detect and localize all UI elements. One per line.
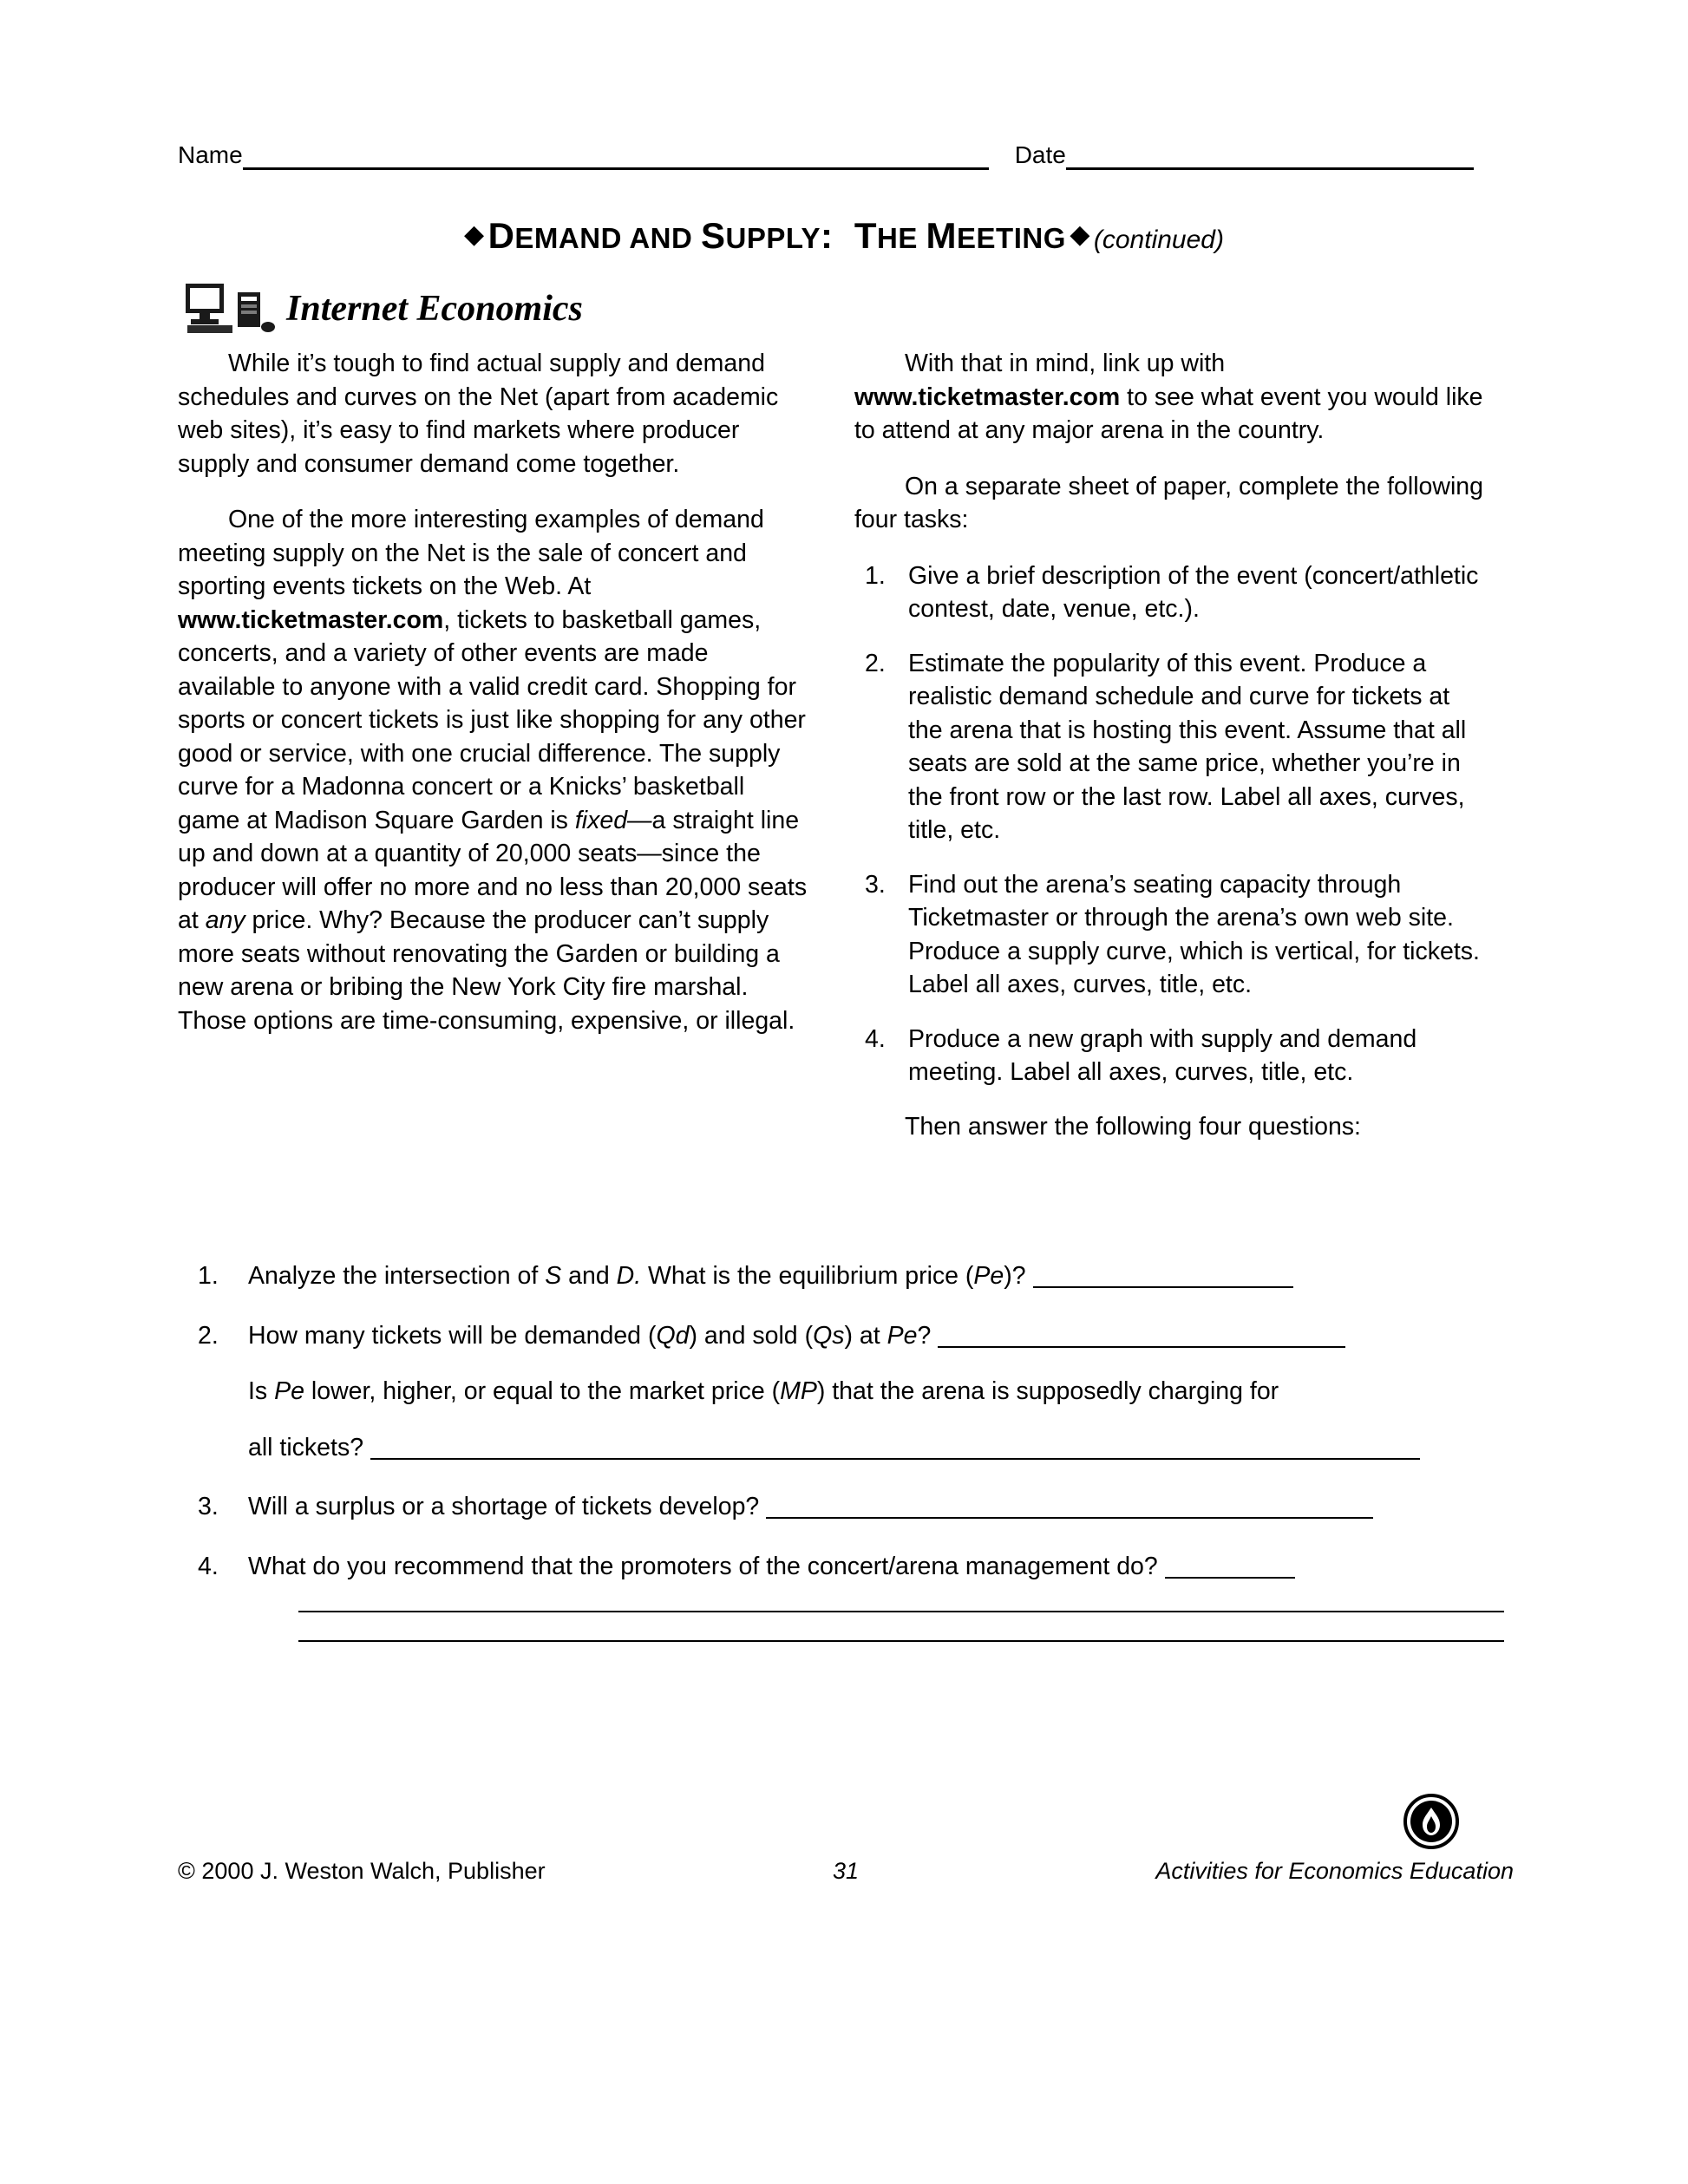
then-answer-text: Then answer the following four questions:	[905, 1112, 1361, 1141]
right-paragraph-1	[854, 347, 1488, 448]
date-label: Date	[1014, 141, 1066, 168]
rich-text: With that in mind, link up with www.ticketmaster.com to see what event you would like to attend at any major arena in the country.	[854, 350, 1483, 444]
answer-line-2b[interactable]	[370, 1437, 1420, 1460]
answer-line-3[interactable]	[766, 1496, 1373, 1519]
question-number: 2.	[198, 1321, 219, 1350]
question-3	[198, 1490, 1490, 1524]
task-item	[854, 647, 1488, 847]
question-4	[198, 1550, 1490, 1643]
question-text: What do you recommend that the promoters of the concert/arena management do?	[248, 1552, 1165, 1580]
question-text: Will a surplus or a shortage of tickets develop?	[248, 1493, 767, 1520]
right-paragraph-2: On a separate sheet of paper, complete the following four tasks:	[854, 472, 1484, 533]
question-number: 1.	[198, 1262, 219, 1290]
page-title	[0, 215, 1688, 257]
question-number: 4.	[198, 1552, 219, 1580]
task-number: 4.	[865, 1024, 886, 1053]
question-subtext-2: all tickets?	[248, 1433, 370, 1461]
question-1	[198, 1259, 1490, 1293]
left-column	[178, 347, 811, 1037]
task-item	[854, 868, 1488, 1002]
question-text: Analyze the intersection of S and D. What is the equilibrium price (Pe)?	[248, 1262, 1033, 1290]
diamond-left-icon: ◆	[464, 220, 485, 249]
question-number: 3.	[198, 1493, 219, 1520]
left-paragraph-2	[178, 503, 811, 1037]
name-input-line[interactable]	[243, 141, 989, 170]
right-column	[854, 347, 1488, 1143]
task-number: 3.	[865, 870, 886, 899]
task-number: 2.	[865, 649, 886, 677]
section-heading: Internet Economics	[286, 289, 583, 329]
page-number: 31	[832, 1858, 860, 1884]
task-text: Find out the arena’s seating capacity through Ticketmaster or through the arena’s own web site. Produce a supply curve, which is vertical, for tickets. Label all axes, curves, title, etc.	[908, 870, 1480, 998]
page-footer	[178, 1858, 1514, 1885]
task-text: Give a brief description of the event (concert/athletic contest, date, venue, etc.).	[908, 561, 1479, 623]
title-text: DEMAND AND SUPPLY: THE MEETING	[487, 215, 1066, 256]
task-number: 1.	[865, 561, 886, 590]
title-continued: (continued)	[1093, 226, 1224, 254]
name-label: Name	[178, 141, 243, 168]
questions-section	[198, 1259, 1490, 1668]
answer-line-6[interactable]	[298, 1638, 1504, 1642]
flame-logo	[1403, 1794, 1459, 1849]
computer-icon	[184, 282, 278, 336]
question-2	[198, 1319, 1490, 1465]
task-item	[854, 1023, 1488, 1089]
copyright-text: © 2000 J. Weston Walch, Publisher	[178, 1858, 546, 1884]
task-text: Produce a new graph with supply and demand meeting. Label all axes, curves, title, etc.	[908, 1024, 1417, 1086]
question-text: How many tickets will be demanded (Qd) and sold (Qs) at Pe?	[248, 1321, 939, 1350]
answer-line-1[interactable]	[1033, 1265, 1293, 1288]
task-list	[854, 559, 1488, 1089]
section-header	[184, 282, 583, 336]
question-subtext: Is Pe lower, higher, or equal to the market price (MP) that the arena is supposedly charging for	[248, 1377, 1279, 1405]
task-item	[854, 559, 1488, 626]
series-title: Activities for Economics Education	[1155, 1858, 1514, 1884]
task-text: Estimate the popularity of this event. Produce a realistic demand schedule and curve for tickets at the arena that is hosting this event. Assume that all seats are sold at the same price, whether you’re in the front row or the last row. Label all axes, curves, title, etc.	[908, 649, 1467, 844]
answer-line-4[interactable]	[1165, 1556, 1295, 1579]
left-paragraph-1: While it’s tough to find actual supply and demand schedules and curves on the Net (apart from academic web sites), it’s easy to find markets where producer supply and consumer demand come together.	[178, 350, 779, 478]
question-2-sub2	[248, 1431, 1490, 1465]
diamond-right-icon: ◆	[1070, 220, 1090, 249]
date-input-line[interactable]	[1066, 141, 1474, 170]
answer-line-5[interactable]	[298, 1609, 1504, 1612]
name-date-header	[178, 130, 1514, 170]
rich-text: One of the more interesting examples of demand meeting supply on the Net is the sale of concert and sporting events tickets on the Web. At www.ticketmaster.com, tickets to basketball games, concerts, and a variety of other events are made available to anyone with a valid credit card. Shopping for sports or concert tickets is just like shopping for any other good or service, with one crucial difference. The supply curve for a Madonna concert or a Knicks’ basketball game at Madison Square Garden is fixed—a straight line up and down at a quantity of 20,000 seats—since the producer will offer no more and no less than 20,000 seats at any price. Why? Because the producer can’t supply more seats without renovating the Garden or building a new arena or bribing the New York City fire marshal. Those options are time-consuming, expensive, or illegal.	[178, 506, 808, 1035]
answer-line-2a[interactable]	[938, 1325, 1345, 1348]
question-2-sub	[248, 1375, 1490, 1409]
